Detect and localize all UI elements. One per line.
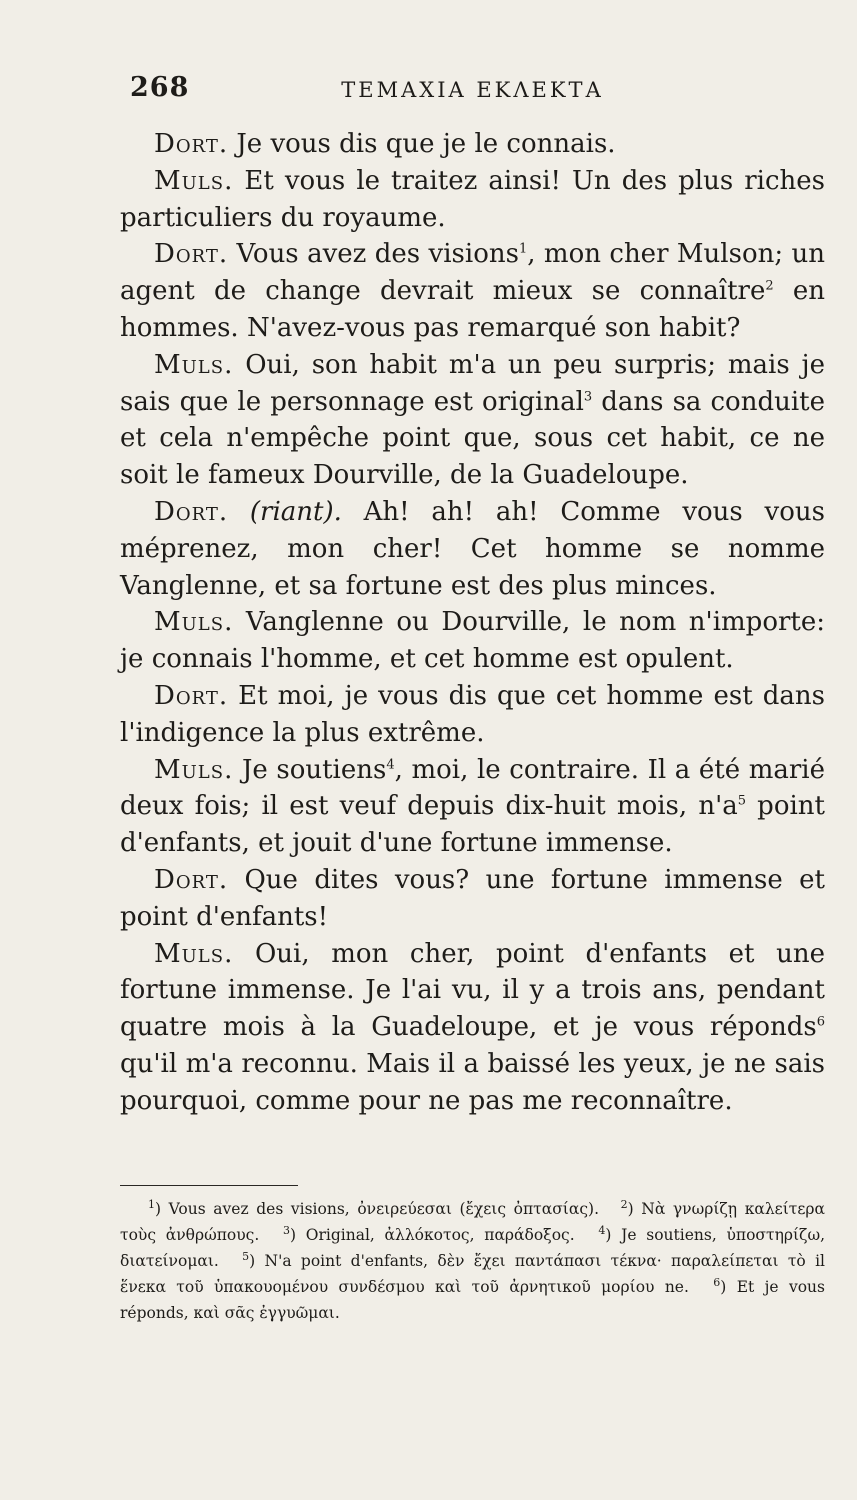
speech-text: Oui, mon cher, point d'enfants et une fortune immense. Je l'ai vu, il y a trois ans, pendant quatre mois à la Guadeloupe, et je vous réponds bbox=[120, 938, 825, 1043]
speaker-name: Muls. bbox=[154, 607, 234, 638]
dialogue-paragraph bbox=[120, 862, 825, 936]
dialogue-paragraph bbox=[120, 236, 825, 346]
footnote-reference: 3 bbox=[583, 388, 593, 404]
speaker-name: Muls. bbox=[154, 349, 234, 380]
speaker-name: Muls. bbox=[154, 754, 234, 785]
footnote-item bbox=[283, 1223, 575, 1244]
running-head bbox=[120, 70, 825, 110]
page-number: 268 bbox=[130, 72, 190, 103]
stage-direction: (riant). bbox=[228, 496, 342, 527]
footnote-text: ) Original, ἀλλόκοτος, παράδοξος. bbox=[290, 1226, 575, 1244]
speech-text: Que dites vous? une fortune immense et point d'enfants! bbox=[120, 864, 825, 932]
speech-text: Et moi, je vous dis que cet homme est dans l'indigence la plus extrême. bbox=[120, 680, 825, 748]
speaker-name: Dort. bbox=[154, 239, 229, 270]
footnote-text: ) Vous avez des visions, ὀνειρεύεσαι (ἔχεις ὀπτασίας). bbox=[155, 1200, 599, 1218]
footnote-reference: 6 bbox=[816, 1014, 825, 1030]
speaker-name: Muls. bbox=[154, 938, 234, 969]
footnote-text: ) Νὰ γνωρίζῃ καλείτερα τοὺς ἀνθρώπους. bbox=[120, 1200, 825, 1244]
speaker-name: Muls. bbox=[154, 165, 234, 196]
footnote-mark: 5 bbox=[242, 1249, 250, 1263]
dialogue-paragraph bbox=[120, 752, 825, 862]
footnote-text: ) Et je vous réponds, καὶ σᾶς ἐγγυῶμαι. bbox=[120, 1278, 825, 1322]
speech-text: Ah! ah! ah! Comme vous vous méprenez, mon cher! Cet homme se nomme Vanglenne, et sa fortune est des plus minces. bbox=[120, 496, 825, 601]
speech-text: Oui, son habit m'a un peu surpris; mais je sais que le personnage est original bbox=[120, 349, 825, 417]
dialogue-paragraph bbox=[120, 678, 825, 752]
speaker-name: Dort. bbox=[154, 129, 229, 159]
speech-text: Je soutiens bbox=[233, 754, 387, 785]
footnote-mark: 2 bbox=[620, 1197, 628, 1211]
footnote-mark: 6 bbox=[713, 1275, 721, 1289]
speech-text: Je vous dis que je le connais. bbox=[228, 129, 616, 159]
footnote-mark: 4 bbox=[598, 1223, 606, 1237]
speech-text: Vous avez des visions bbox=[228, 239, 519, 270]
footnote-text: ) N'a point d'enfants, δὲν ἔχει παντάπασι τέκνα· παραλείπεται τὸ il ἕνεκα τοῦ ὑπακουομένου συνδέσμου καὶ τοῦ ἀρνητικοῦ μορίου ne. bbox=[120, 1252, 825, 1296]
footnote-reference: 2 bbox=[765, 278, 774, 294]
dialogue-paragraph bbox=[120, 494, 825, 604]
speaker-name: Dort. bbox=[154, 864, 229, 895]
speech-text: , moi, le contraire. Il a été marié deux fois; il est veuf depuis dix-huit mois, n'a bbox=[120, 754, 825, 822]
speaker-name: Dort. bbox=[154, 496, 229, 527]
running-title: ΤΕΜΑΧΙΑ ΕΚΛΕΚΤΑ bbox=[341, 78, 604, 102]
speaker-name: Dort. bbox=[154, 680, 229, 711]
speech-text: point d'enfants, et jouit d'une fortune immense. bbox=[120, 791, 825, 859]
footnote-text: ) Je soutiens, ὑποστηρίζω, διατείνομαι. bbox=[120, 1226, 826, 1270]
footnote-reference: 5 bbox=[737, 793, 746, 809]
footnote-mark: 1 bbox=[148, 1197, 155, 1211]
footnote-mark: 3 bbox=[283, 1223, 290, 1237]
speech-text: qu'il m'a reconnu. Mais il a baissé les yeux, je ne sais pourquoi, comme pour ne pas me reconnaître. bbox=[120, 1048, 825, 1116]
dialogue-paragraph bbox=[120, 347, 825, 494]
dialogue-text bbox=[120, 126, 825, 1120]
speech-text: dans sa conduite et cela n'empêche point que, sous cet habit, ce ne soit le fameux Dourville, de la Guadeloupe. bbox=[120, 386, 825, 491]
speech-text: Vanglenne ou Dourville, le nom n'importe: je connais l'homme, et cet homme est opulent. bbox=[120, 607, 825, 675]
footnote-item bbox=[148, 1197, 599, 1218]
dialogue-paragraph bbox=[120, 936, 825, 1120]
footnote-paragraph bbox=[120, 1196, 825, 1326]
dialogue-paragraph bbox=[120, 126, 825, 163]
footnotes bbox=[120, 1196, 825, 1326]
speech-text: en hommes. N'avez-vous pas remarqué son habit? bbox=[120, 276, 825, 343]
footnote-reference: 1 bbox=[518, 241, 528, 257]
speech-text: Et vous le traitez ainsi! Un des plus riches particuliers du royaume. bbox=[120, 165, 825, 233]
footnote-rule bbox=[120, 1185, 298, 1186]
speech-text: , mon cher Mulson; un agent de change devrait mieux se connaître bbox=[120, 239, 825, 307]
footnote-reference: 4 bbox=[386, 756, 395, 772]
dialogue-paragraph bbox=[120, 604, 825, 678]
dialogue-paragraph bbox=[120, 163, 825, 237]
